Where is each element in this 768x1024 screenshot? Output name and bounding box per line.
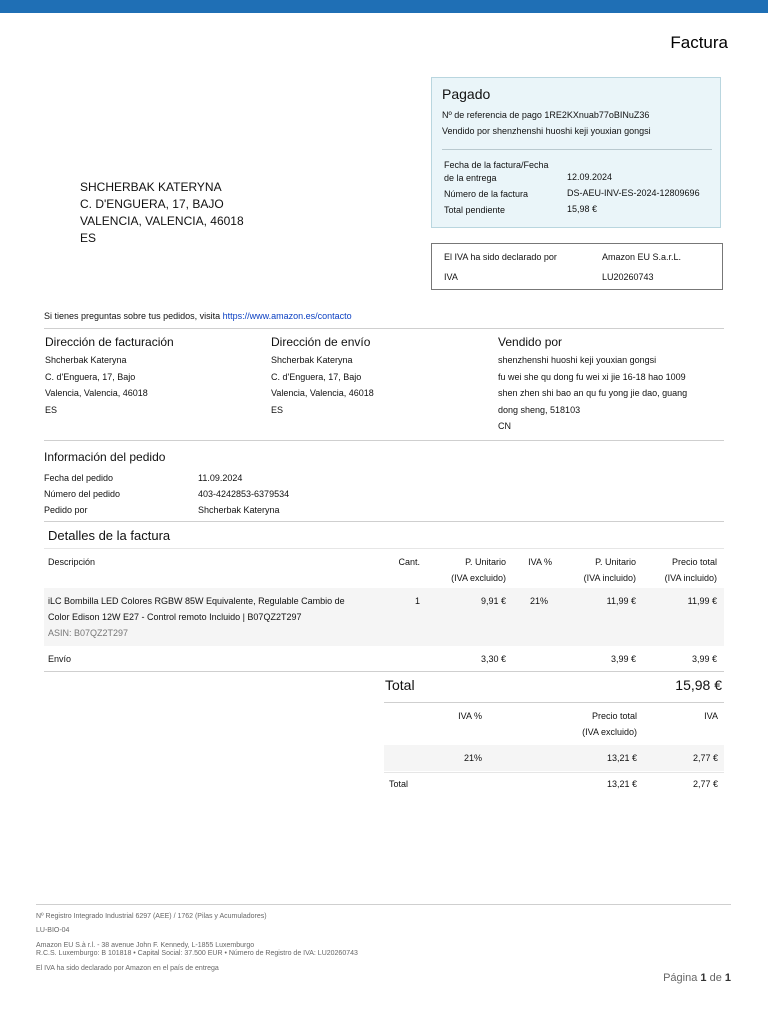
vat-summary-col-iva: IVA <box>704 711 718 721</box>
outstanding-label: Total pendiente <box>444 205 506 215</box>
col-description: Descripción <box>48 557 96 567</box>
footer-company-registration: R.C.S. Luxemburgo: B 101818 • Capital Social: 37.500 EUR • Número de Registro de IVA: LU20260743 <box>36 950 358 957</box>
order-info-labels <box>44 470 120 518</box>
item-unit-price-incl: 11,99 € <box>606 596 636 606</box>
seller-line: CN <box>498 421 511 431</box>
shipping-address <box>271 335 374 418</box>
footer-registry: Nº Registro Integrado Industrial 6297 (AEE) / 1762 (Pilas y Acumuladores) <box>36 913 267 920</box>
shipping-line: Shcherbak Kateryna <box>271 355 353 365</box>
shipping-row-label: Envío <box>48 654 72 664</box>
shipping-heading: Dirección de envío <box>271 335 371 349</box>
divider <box>44 521 724 522</box>
total-value: 15,98 € <box>675 677 722 693</box>
col-vat-rate: IVA % <box>528 557 552 567</box>
address-line: VALENCIA, VALENCIA, 46018 <box>80 214 244 228</box>
customer-address <box>80 179 244 247</box>
shipping-line: C. d'Enguera, 17, Bajo <box>271 371 362 382</box>
ordered-by-value: Shcherbak Kateryna <box>198 505 280 515</box>
invoice-date-value: 12.09.2024 <box>567 172 613 182</box>
contact-text: Si tienes preguntas sobre tus pedidos, visita <box>44 311 223 321</box>
order-date-value: 11.09.2024 <box>198 473 243 483</box>
billing-line: Shcherbak Kateryna <box>45 355 127 365</box>
footer-bio-code: LU-BIO-04 <box>36 927 70 934</box>
vat-declared-label: El IVA ha sido declarado por <box>444 252 557 262</box>
seller-line: dong sheng, 518103 <box>498 404 581 415</box>
contact-line <box>44 311 352 321</box>
vat-summary-col-total-2: (IVA excluido) <box>582 727 637 737</box>
address-line: ES <box>80 231 97 245</box>
seller-heading: Vendido por <box>498 335 563 349</box>
payment-reference: Nº de referencia de pago 1RE2KXnuab77oBINuZ36 <box>442 110 650 120</box>
col-total-price <box>640 554 717 586</box>
item-description <box>48 593 378 641</box>
order-info-heading: Información del pedido <box>44 450 166 464</box>
outstanding-value: 15,98 € <box>567 204 598 214</box>
seller-line: fu wei she qu dong fu wei xi jie 16-18 hao 1009 <box>498 371 686 382</box>
vat-summary-col-rate: IVA % <box>458 711 482 721</box>
item-vat-rate: 21% <box>529 596 548 606</box>
col-unit-price-excl-2: (IVA excluido) <box>451 573 506 583</box>
vat-number: LU20260743 <box>602 272 654 282</box>
vat-summary-col-total <box>540 708 637 740</box>
billing-line: Valencia, Valencia, 46018 <box>45 388 148 398</box>
vat-declared-value: Amazon EU S.a.r.L. <box>602 252 682 262</box>
payment-status-box <box>431 77 721 228</box>
vat-summary-total-sum: 13,21 € <box>606 779 637 789</box>
order-date-label: Fecha del pedido <box>44 473 114 483</box>
footer-divider <box>36 904 731 905</box>
address-line: SHCHERBAK KATERYNA <box>80 180 222 194</box>
shipping-line: Valencia, Valencia, 46018 <box>271 388 374 398</box>
top-accent-bar <box>0 0 768 13</box>
item-description-2: Color Edison 12W E27 - Control remoto Incluido | B07QZ2T297 <box>48 612 302 622</box>
divider <box>44 328 724 329</box>
page-total: 1 <box>724 972 731 984</box>
col-unit-price-incl-2: (IVA incluido) <box>583 573 636 583</box>
order-number-label: Número del pedido <box>44 489 121 499</box>
vat-summary-total-label: Total <box>389 779 409 789</box>
footer-company-address: Amazon EU S.à r.l. - 38 avenue John F. Kennedy, L-1855 Luxemburgo <box>36 942 255 949</box>
shipping-line: ES <box>271 404 284 415</box>
vat-declaration-box <box>431 243 723 290</box>
billing-line: ES <box>45 404 58 415</box>
seller-line: shenzhenshi huoshi keji youxian gongsi <box>498 355 657 365</box>
shipping-unit-price-incl: 3,99 € <box>610 654 636 664</box>
seller-address <box>498 335 687 435</box>
vat-summary-iva: 2,77 € <box>692 753 718 763</box>
vat-summary-total: 13,21 € <box>606 753 637 763</box>
sold-by-line: Vendido por shenzhenshi huoshi keji youxian gongsi <box>442 126 651 136</box>
contact-link[interactable]: https://www.amazon.es/contacto <box>222 311 352 321</box>
col-quantity: Cant. <box>398 557 420 567</box>
divider <box>44 548 724 549</box>
page-title: Factura <box>670 33 728 52</box>
shipping-total-price: 3,99 € <box>691 654 717 664</box>
billing-address <box>45 335 174 418</box>
footer-vat-note: El IVA ha sido declarado por Amazon en el país de entrega <box>36 965 219 972</box>
divider <box>442 149 712 150</box>
col-unit-price-incl-1: P. Unitario <box>595 557 636 567</box>
invoice-details-heading: Detalles de la factura <box>48 528 171 543</box>
total-label: Total <box>385 677 415 693</box>
invoice-date-label-2: de la entrega <box>444 173 497 183</box>
divider <box>384 772 724 773</box>
item-unit-price-excl: 9,91 € <box>480 596 506 606</box>
col-unit-price-excl <box>420 554 506 586</box>
page-prefix: Página <box>663 972 701 984</box>
shipping-unit-price-excl: 3,30 € <box>480 654 506 664</box>
page-indicator <box>663 972 731 984</box>
seller-line: shen zhen shi bao an qu fu yong jie dao, guang <box>498 388 688 398</box>
billing-heading: Dirección de facturación <box>45 335 174 349</box>
col-total-price-2: (IVA incluido) <box>664 573 717 583</box>
vat-summary-col-total-1: Precio total <box>591 711 637 721</box>
invoice-date-label <box>444 159 549 185</box>
order-number-value: 403-4242853-6379534 <box>198 489 290 499</box>
billing-line: C. d'Enguera, 17, Bajo <box>45 371 136 382</box>
col-unit-price-incl <box>552 554 636 586</box>
payment-status: Pagado <box>442 86 491 102</box>
ordered-by-label: Pedido por <box>44 505 88 515</box>
order-info-values <box>198 470 289 518</box>
address-line: C. D'ENGUERA, 17, BAJO <box>80 197 224 211</box>
page-number: 1 <box>700 972 707 984</box>
col-unit-price-excl-1: P. Unitario <box>465 557 506 567</box>
vat-summary-iva-sum: 2,77 € <box>692 779 718 789</box>
divider <box>384 702 724 703</box>
invoice-number-value: DS-AEU-INV-ES-2024-12809696 <box>567 188 700 198</box>
item-quantity: 1 <box>414 596 420 606</box>
item-asin: ASIN: B07QZ2T297 <box>48 628 129 638</box>
invoice-number-label: Número de la factura <box>444 189 529 199</box>
page-mid: de <box>706 972 725 984</box>
vat-summary-rate: 21% <box>463 753 482 763</box>
item-description-1: iLC Bombilla LED Colores RGBW 85W Equivalente, Regulable Cambio de <box>48 596 345 606</box>
divider <box>44 671 724 672</box>
invoice-date-label-1: Fecha de la factura/Fecha <box>444 160 549 170</box>
col-total-price-1: Precio total <box>671 557 717 567</box>
divider <box>44 440 724 441</box>
item-total-price: 11,99 € <box>687 596 717 606</box>
vat-label: IVA <box>444 272 458 282</box>
